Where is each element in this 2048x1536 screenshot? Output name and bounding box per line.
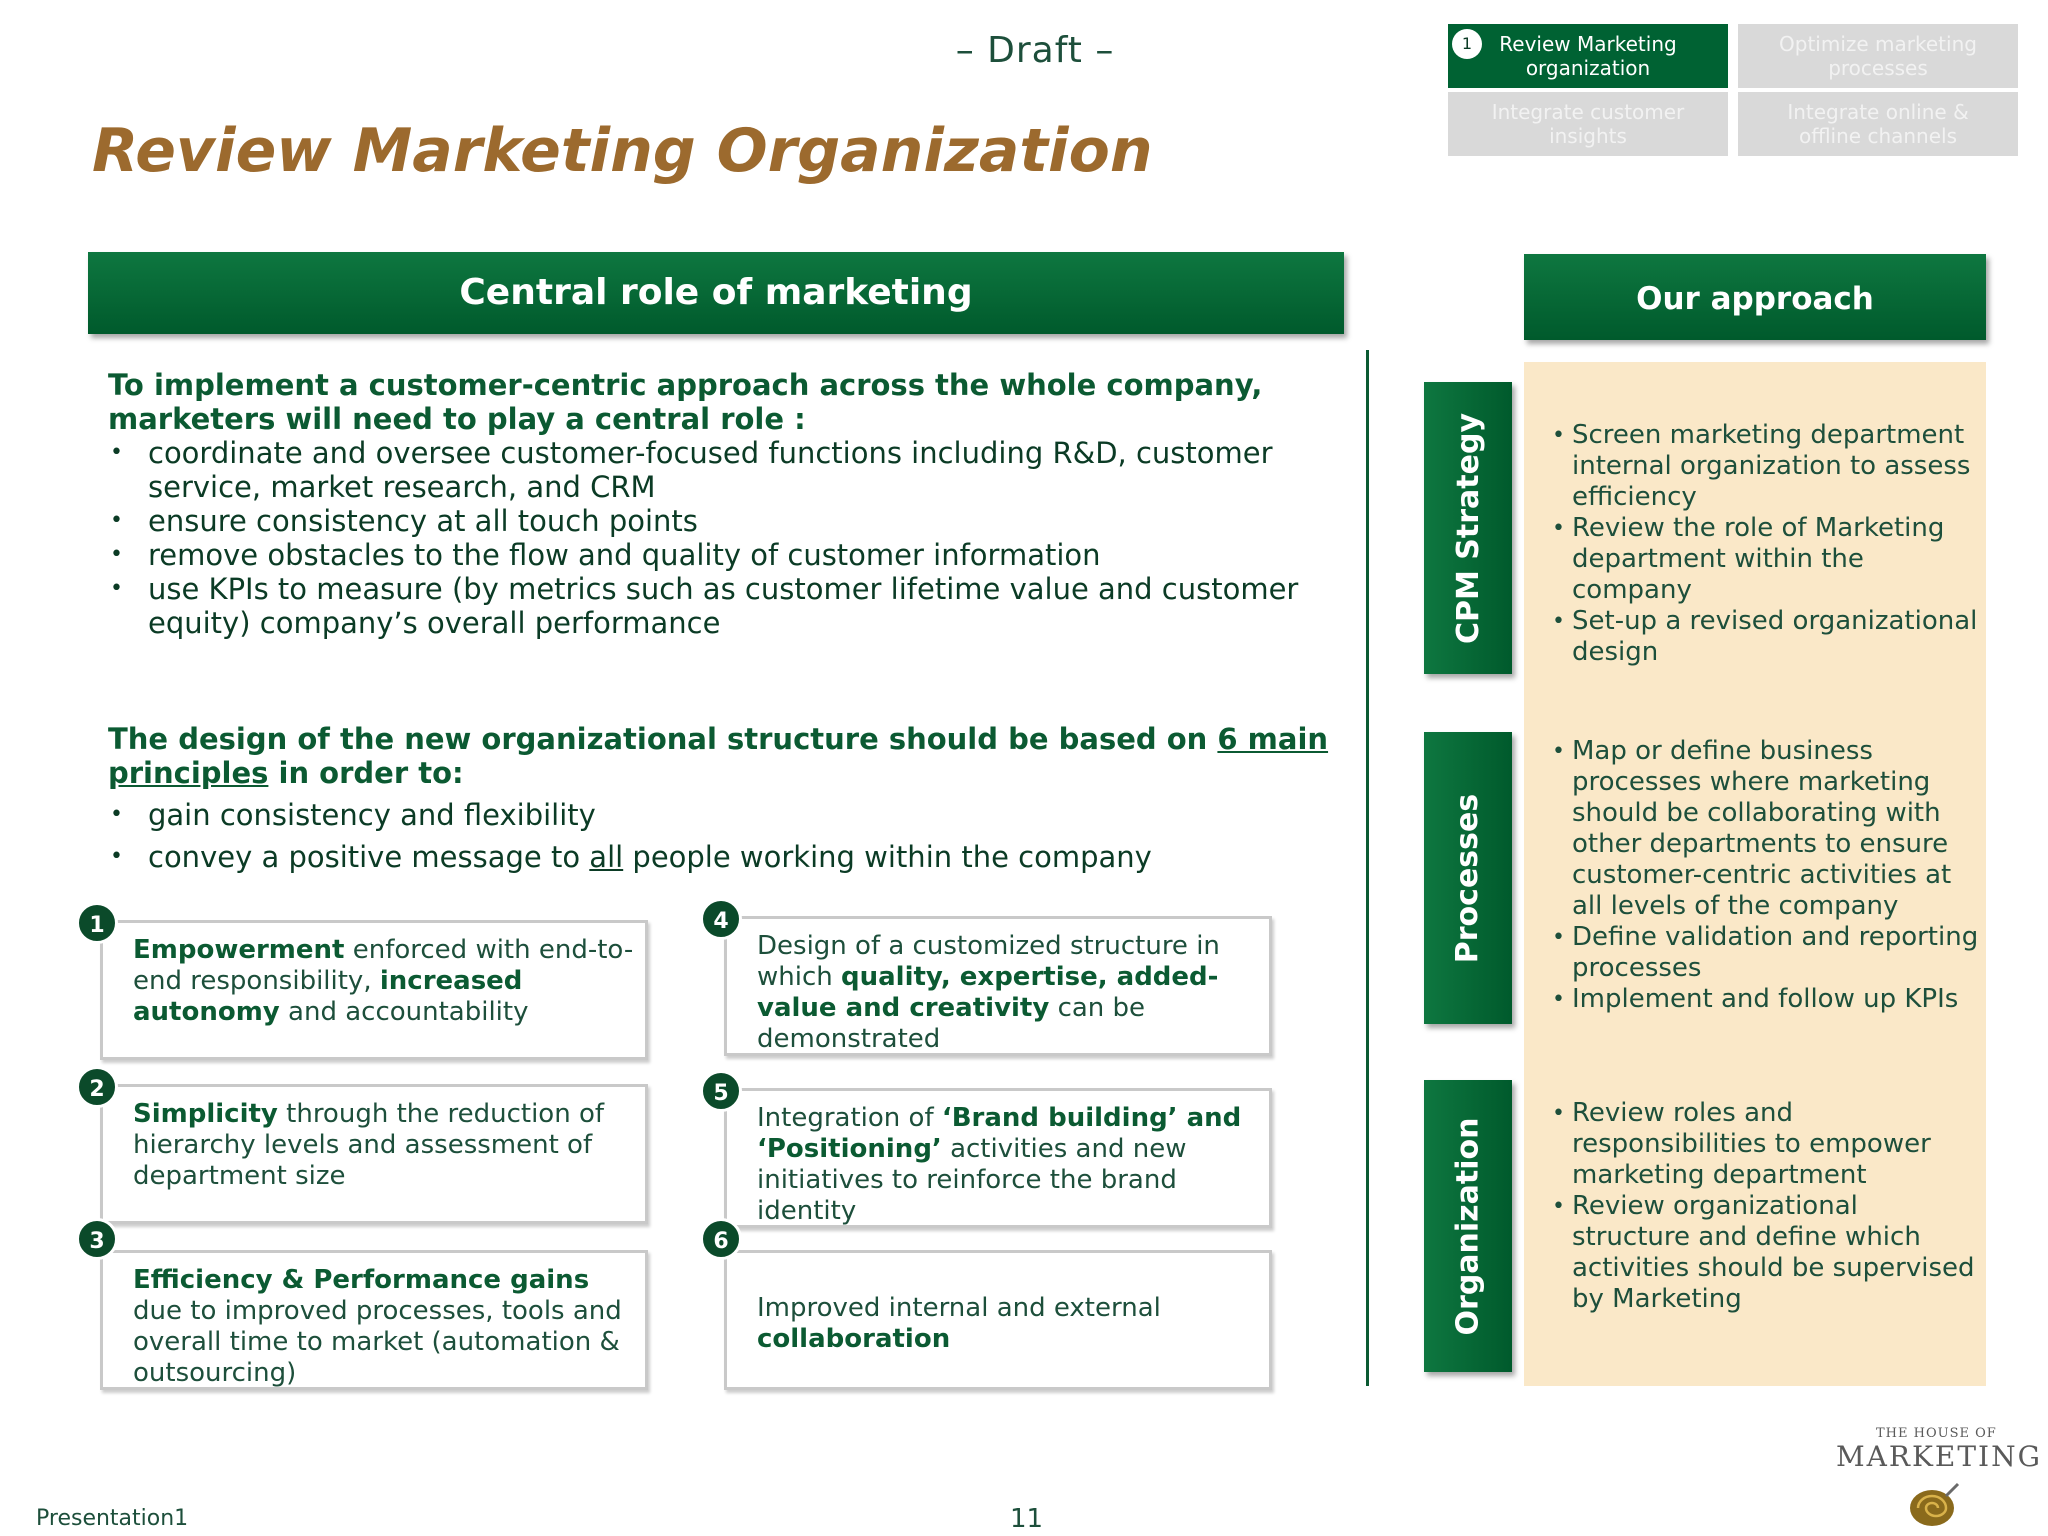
principle-number: 1 [76,902,118,944]
principle-bold: Efficiency & Performance gains [133,1265,590,1295]
approach-organization-list [1550,1098,1980,1315]
design-bullet-underlined: all [589,840,624,874]
approach-item: • Review roles and responsibilities to empower marketing department [1572,1098,1980,1191]
principle-box-6 [724,1250,1272,1390]
approach-item: • Implement and follow up KPIs [1572,984,1980,1015]
intro-bullet: • use KPIs to measure (by metrics such as customer lifetime value and customer equity) company’s overall performance [148,572,1338,640]
principle-bold: quality, expertise, added-value and creativity [757,962,1219,1023]
tab-label: CPM Strategy [1450,412,1486,644]
principle-text: due to improved processes, tools and overall time to market (automation & outsourcing) [133,1296,622,1388]
page-number: 11 [1010,1504,1044,1534]
approach-item: • Review organizational structure and define which activities should be supervised by Marketing [1572,1191,1980,1315]
tab-processes[interactable] [1424,732,1512,1024]
house-of-marketing-logo [1830,1424,2042,1534]
principle-number: 4 [700,898,742,940]
principle-text: and accountability [279,997,529,1027]
nav-tile-optimize-processes[interactable] [1738,24,2018,88]
principle-bold: Empowerment [133,935,345,965]
logo-top-text: THE HOUSE OF [1876,1426,1997,1441]
principle-number: 5 [700,1070,742,1112]
shell-icon [1906,1480,1962,1530]
tab-label: Processes [1450,793,1486,963]
nav-tile-label: Integrate customer insights [1491,100,1685,148]
principle-text: Improved internal and external [757,1293,1161,1323]
design-section [108,722,1338,874]
design-bullet-post: people working within the company [623,840,1152,874]
design-lead-text: The design of the new organizational structure should be based on [108,722,1218,756]
design-bullets [108,798,1338,874]
nav-tile-label: Optimize marketing processes [1779,32,1977,80]
approach-processes-list [1550,736,1980,1015]
draft-label: – Draft – [955,30,1115,71]
intro-bullets [108,436,1338,640]
principle-box-5 [724,1088,1272,1228]
principle-box-3 [100,1250,648,1390]
principle-number: 6 [700,1218,742,1260]
nav-tile-label: Integrate online & offline channels [1787,100,1969,148]
logo-main-text: MARKETING [1836,1440,2042,1473]
nav-tile-customer-insights[interactable] [1448,92,1728,156]
intro-lead: To implement a customer-centric approach across the whole company, marketers will need to play a central role : [108,368,1263,436]
nav-active-number: 1 [1452,29,1482,59]
central-role-header: Central role of marketing [88,252,1344,334]
tab-organization[interactable] [1424,1080,1512,1372]
principle-box-2 [100,1084,648,1224]
nav-tile-label: Review Marketing organization [1499,32,1677,80]
principle-box-4 [724,916,1272,1056]
principle-box-1 [100,920,648,1060]
intro-bullet: • ensure consistency at all touch points [148,504,1338,538]
page-title: Review Marketing Organization [92,116,1153,186]
design-lead-underlined: 6 main principles [108,722,1329,790]
approach-item: • Screen marketing department internal organization to assess efficiency [1572,420,1980,513]
principle-text: enforced with end-to-end responsibility, [133,935,634,996]
principle-bold: increased autonomy [133,966,523,1027]
principle-number: 2 [76,1066,118,1108]
vertical-divider [1366,350,1369,1386]
principle-bold: collaboration [757,1324,951,1354]
intro-bullet: • remove obstacles to the flow and quality of customer information [148,538,1338,572]
nav-tile-review-marketing[interactable] [1448,24,1728,88]
nav-tile-online-offline[interactable] [1738,92,2018,156]
our-approach-header: Our approach [1524,254,1986,340]
principle-bold: Simplicity [133,1099,278,1129]
approach-item: • Map or define business processes where marketing should be collaborating with other departments to ensure customer-centric activities at all levels of the company [1572,736,1980,922]
file-name: Presentation1 [36,1506,189,1531]
design-bullet-pre: convey a positive message to [148,840,590,874]
approach-item: • Review the role of Marketing department within the company [1572,513,1980,606]
intro-bullet: • coordinate and oversee customer-focused functions including R&D, customer service, market research, and CRM [148,436,1338,504]
intro-section [108,368,1338,640]
tab-cpm-strategy[interactable] [1424,382,1512,674]
approach-item: • Set-up a revised organizational design [1572,606,1980,668]
principle-text: Integration of [757,1103,942,1133]
principle-text: activities and new initiatives to reinforce the brand identity [757,1134,1187,1226]
principle-text: can be demonstrated [757,993,1146,1054]
principle-number: 3 [76,1218,118,1260]
tab-label: Organization [1450,1117,1486,1335]
principle-text: through the reduction of hierarchy levels and assessment of department size [133,1099,605,1191]
approach-cpm-list [1550,420,1980,668]
design-bullet: • gain consistency and flexibility [148,798,1338,832]
design-bullet [148,840,1338,874]
principle-text: Design of a customized structure in which [757,931,1220,992]
principle-bold: ‘Brand building’ and ‘Positioning’ [757,1103,1242,1164]
design-lead-text-end: in order to: [268,756,464,790]
design-lead [108,722,1338,790]
approach-item: • Define validation and reporting processes [1572,922,1980,984]
